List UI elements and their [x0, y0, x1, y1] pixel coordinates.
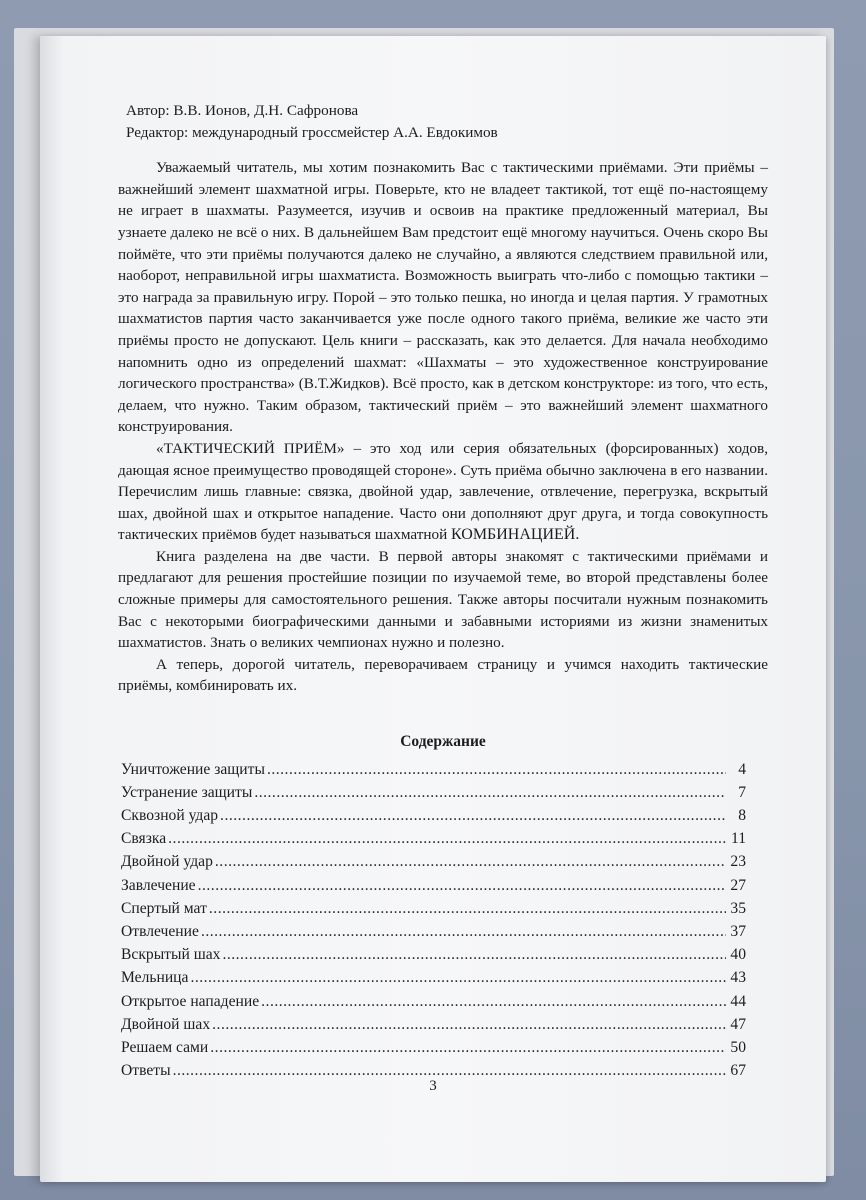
- toc-leader-dots: [220, 805, 726, 827]
- toc-title: Содержание: [400, 733, 486, 751]
- toc-item: [118, 805, 768, 828]
- toc-item-label: Уничтожение защиты: [121, 760, 265, 778]
- toc-leader-dots: [168, 828, 726, 850]
- toc-item-label: Связка: [121, 830, 167, 848]
- toc-item-page: 43: [730, 969, 746, 987]
- toc-item-label: Отвлечение: [121, 922, 199, 940]
- toc-item-page: 8: [738, 807, 746, 824]
- credits: [118, 100, 768, 143]
- toc-leader-dots: [261, 991, 726, 1013]
- toc-leader-dots: [210, 1037, 726, 1059]
- toc-item: [118, 851, 768, 874]
- toc-item: [118, 967, 768, 990]
- toc-item: [118, 759, 768, 782]
- intro-paragraph: Уважаемый читатель, мы хотим познакомить Вас с тактическими приёмами. Эти приёмы – важнейший элемент шахматной игры. Поверьте, кто не владеет тактикой, тот ещё по-настоящему не играет в шахматы. Разумеется, изучив и освоив на практике предложенный материал, Вы узнаете далеко не всё о них. В дальнейшем Вам предстоит ещё многому научиться. Очень скоро Вы поймёте, что эти приёмы получаются далеко не случайно, а являются следствием правильной или, наоборот, неправильной игры шахматиста. Возможность выиграть что-либо с помощью тактики – это награда за правильную игру. Порой – это только пешка, но иногда и целая партия. У грамотных шахматистов партия часто заканчивается уже после одного такого приёма, великие же часто эти приёмы просто не допускают. Цель книги – рассказать, как это делается. Для начала необходимо напомнить одно из определений шахмат: «Шахматы – это художественное конструирование логического пространства» (В.Т.Жидков). Всё просто, как в детском конструкторе: из того, что есть, делаем, что нужно. Таким образом, тактический приём – это важнейший элемент шахматного конструирования.: [118, 159, 768, 436]
- toc-leader-dots: [254, 782, 726, 804]
- toc-item: [118, 1037, 768, 1060]
- definition-paragraph: [118, 438, 768, 546]
- toc-item-page: 4: [738, 760, 746, 778]
- toc-item: [118, 921, 768, 944]
- table-of-contents: [118, 759, 768, 1084]
- toc-item-label: Устранение защиты: [121, 783, 253, 801]
- toc-item-label: Ответы: [121, 1062, 171, 1080]
- toc-item-label: Решаем сами: [121, 1038, 209, 1056]
- author-line: Автор: В.В. Ионов, Д.Н. Сафронова: [126, 102, 359, 119]
- toc-item-page: 37: [730, 922, 746, 940]
- toc-item: [118, 944, 768, 967]
- combination-term: КОМБИНАЦИЕЙ.: [451, 526, 580, 544]
- toc-leader-dots: [222, 944, 726, 966]
- toc-item-label: Мельница: [121, 969, 189, 987]
- toc-item-page: 44: [730, 992, 746, 1010]
- toc-leader-dots: [201, 921, 726, 943]
- toc-item-page: 35: [730, 899, 746, 917]
- toc-item-label: Завлечение: [121, 876, 196, 894]
- closing-paragraph: А теперь, дорогой читатель, переворачиваем страницу и учимся находить тактические приёмы, комбинировать их.: [118, 655, 768, 695]
- structure-paragraph: Книга разделена на две части. В первой авторы знакомят с тактическими приёмами и предлагают для решения простейшие позиции по изучаемой теме, во второй представлены более сложные примеры для самостоятельного решения. Также авторы посчитали нужным познакомить Вас с некоторыми биографическими данными и забавными историями из жизни знаменитых шахматистов. Знать о великих чемпионах нужно и полезно.: [118, 547, 768, 652]
- toc-item-page: 50: [730, 1038, 746, 1056]
- toc-item-page: 47: [730, 1015, 746, 1033]
- toc-leader-dots: [198, 875, 726, 897]
- toc-item: [118, 875, 768, 898]
- toc-item-label: Открытое нападение: [121, 992, 260, 1010]
- toc-leader-dots: [209, 898, 726, 920]
- toc-item-page: 23: [730, 853, 746, 871]
- toc-item-label: Двойной шах: [121, 1015, 211, 1033]
- toc-item-label: Спертый мат: [121, 899, 207, 917]
- definition-text: «ТАКТИЧЕСКИЙ ПРИЁМ» – это ход или серия обязательных (форсированных) ходов, дающая ясное преимущество проводящей стороне». Суть приёма обычно заключена в его названии. Перечислим лишь главные: связка, двойной удар, завлечение, отвлечение, перегрузка, вскрытый шах, двойной шах и открытое нападение. Часто они дополняют друг друга, и тогда совокупность тактических приёмов будет называться шахматной: [118, 439, 768, 544]
- toc-leader-dots: [190, 967, 726, 989]
- toc-item-page: 27: [730, 876, 746, 894]
- toc-leader-dots: [212, 1014, 726, 1036]
- toc-item-label: Вскрытый шах: [121, 946, 221, 964]
- toc-item-page: 40: [730, 946, 746, 964]
- toc-item: [118, 828, 768, 851]
- toc-item: [118, 991, 768, 1014]
- toc-leader-dots: [215, 851, 726, 873]
- toc-item-page: 67: [730, 1062, 746, 1080]
- toc-item: [118, 898, 768, 921]
- book-page: [40, 36, 826, 1182]
- toc-item-label: Двойной удар: [121, 853, 213, 871]
- page-number: 3: [429, 1078, 437, 1094]
- toc-item: [118, 782, 768, 805]
- editor-line: Редактор: международный гроссмейстер А.А. Евдокимов: [126, 123, 498, 141]
- toc-leader-dots: [267, 759, 726, 781]
- toc-item-page: 7: [738, 783, 746, 801]
- toc-item-label: Сквозной удар: [121, 807, 219, 824]
- page-content: [118, 100, 768, 1083]
- toc-item: [118, 1014, 768, 1037]
- toc-item-page: 11: [730, 830, 746, 848]
